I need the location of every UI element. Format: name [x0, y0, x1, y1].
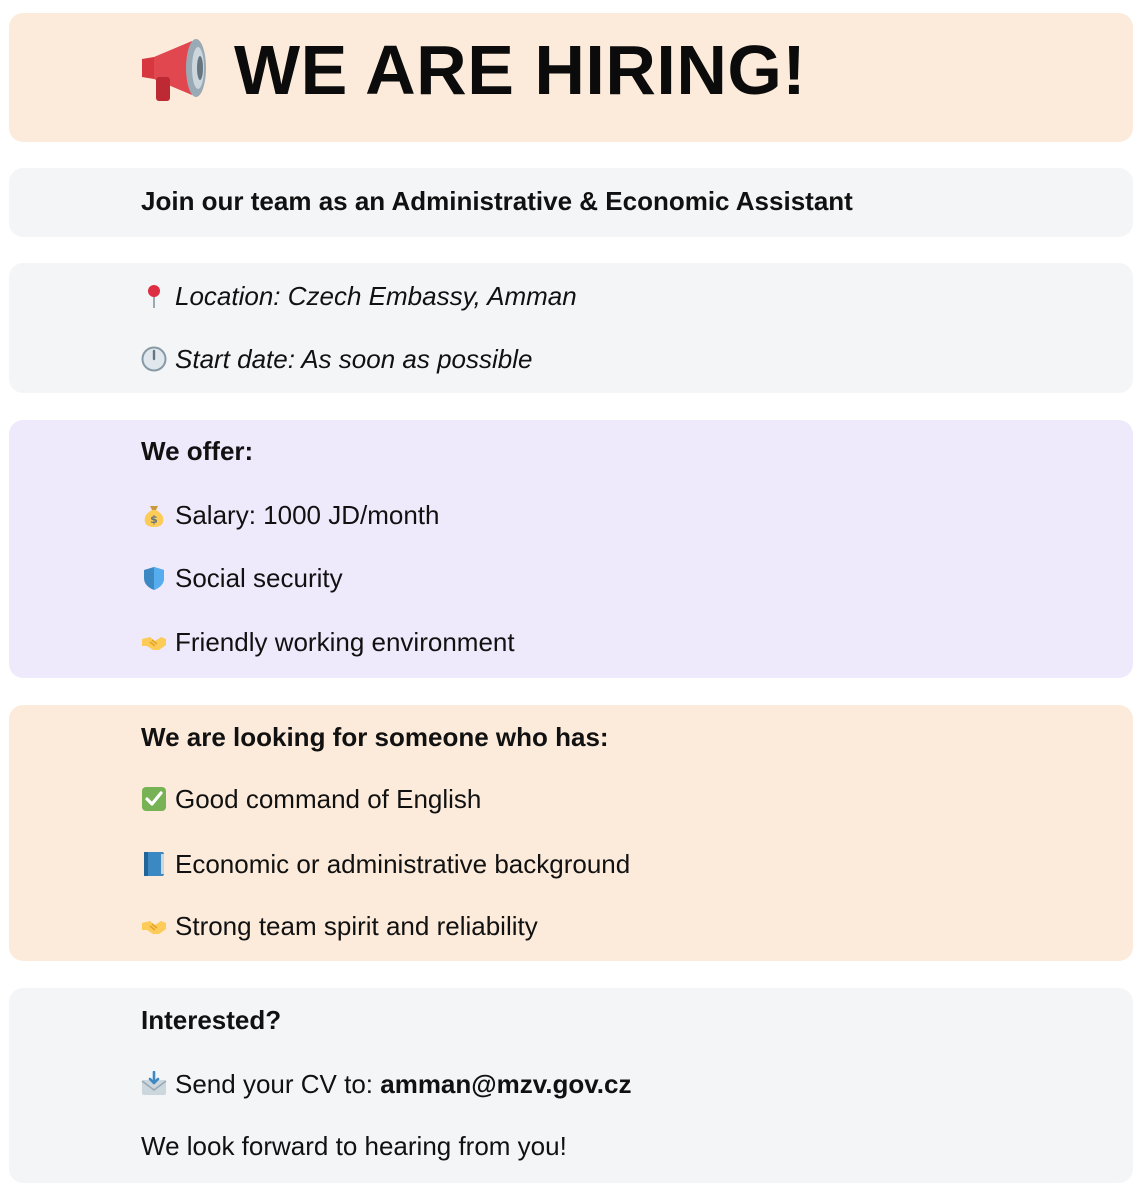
pin-icon: [141, 283, 167, 309]
megaphone-icon: [140, 37, 216, 103]
book-icon: [141, 851, 167, 877]
offer-item-text: Friendly working environment: [175, 627, 515, 657]
page-title: WE ARE HIRING!: [234, 31, 807, 109]
requirement-item: [141, 848, 630, 880]
requirements-heading-text: We are looking for someone who has:: [141, 722, 609, 752]
details-card: [9, 263, 1133, 393]
email-link[interactable]: amman@mzv.gov.cz: [380, 1069, 632, 1099]
send-cv-text: Send your CV to:: [175, 1069, 381, 1099]
hiring-banner: [9, 13, 1133, 142]
envelope-download-icon: [141, 1071, 167, 1097]
requirements-card: [9, 705, 1133, 961]
shield-icon: [141, 565, 167, 591]
role-text: Join our team as an Administrative & Economic Assistant: [141, 186, 853, 216]
contact-card: [9, 988, 1133, 1183]
offer-heading-text: We offer:: [141, 436, 254, 466]
clock-icon: [141, 346, 167, 372]
start-date-text: Start date: As soon as possible: [175, 344, 533, 374]
handshake-icon: [141, 913, 167, 939]
offer-item-text: Salary: 1000 JD/month: [175, 500, 440, 530]
requirement-item-text: Good command of English: [175, 784, 482, 814]
title-row: [140, 31, 807, 109]
offer-item: [141, 562, 343, 594]
requirement-item-text: Strong team spirit and reliability: [175, 911, 538, 941]
requirement-item-text: Economic or administrative background: [175, 849, 631, 879]
offer-heading: [141, 435, 253, 467]
offer-item: [141, 499, 439, 531]
requirements-heading: [141, 721, 609, 753]
check-icon: [141, 786, 167, 812]
contact-heading: [141, 1004, 281, 1036]
closing-text: We look forward to hearing from you!: [141, 1131, 567, 1161]
role-title: [141, 185, 853, 217]
contact-heading-text: Interested?: [141, 1005, 282, 1035]
send-cv-line: [141, 1068, 631, 1100]
offer-item: [141, 626, 515, 658]
role-card: [9, 168, 1133, 237]
handshake-icon: [141, 629, 167, 655]
start-date-line: [141, 343, 532, 375]
money-bag-icon: [141, 502, 167, 528]
location-text: Location: Czech Embassy, Amman: [175, 281, 577, 311]
closing-line: [141, 1130, 567, 1162]
offer-item-text: Social security: [175, 563, 343, 593]
offer-card: [9, 420, 1133, 678]
svg-text:$: $: [150, 513, 158, 526]
location-line: [141, 280, 577, 312]
requirement-item: [141, 910, 538, 942]
requirement-item: [141, 783, 481, 815]
